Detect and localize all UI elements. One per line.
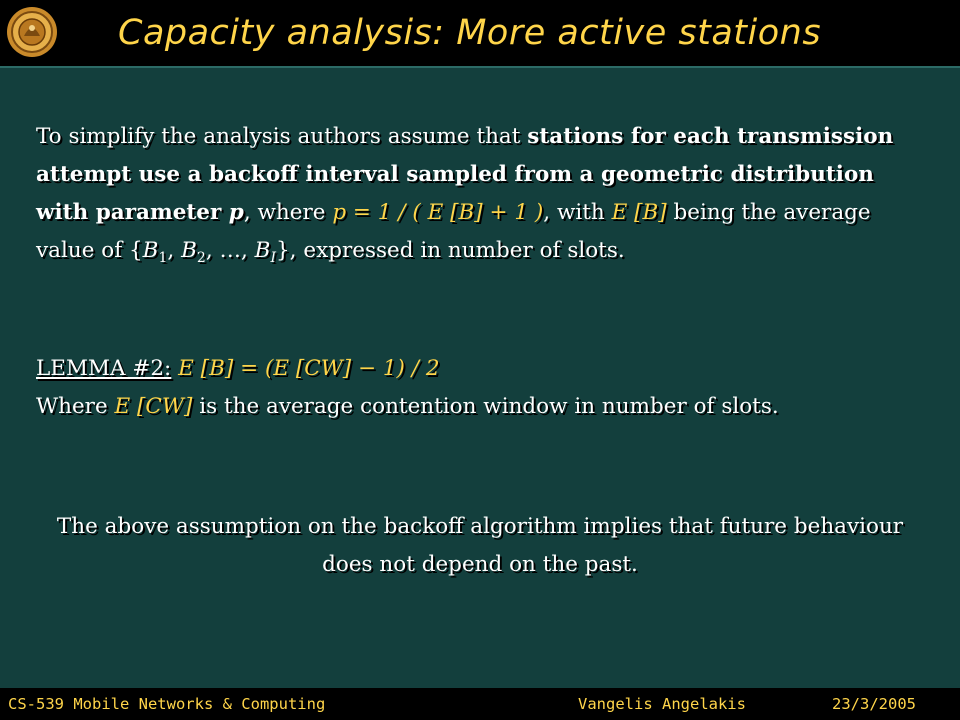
assumption-paragraph bbox=[36, 118, 916, 270]
text-segment: }, expressed in number of slots. bbox=[276, 238, 625, 263]
lemma-formula: E [B] = (E [CW] − 1) / 2 bbox=[178, 356, 440, 381]
subscript: 1 bbox=[158, 250, 168, 266]
lemma-line bbox=[36, 350, 916, 388]
text-segment: , bbox=[167, 238, 182, 263]
text-segment-bold: stations for each transmission attempt use a backoff interval sampled from a geometric distribution with parameter bbox=[36, 124, 894, 225]
var-b: B bbox=[181, 238, 197, 263]
conclusion-paragraph: The above assumption on the backoff algorithm implies that future behaviour does not depend on the past. bbox=[56, 514, 904, 577]
text-segment: , …, bbox=[205, 238, 255, 263]
footer-course: CS-539 Mobile Networks & Computing bbox=[8, 695, 326, 713]
footer-date: 23/3/2005 bbox=[832, 695, 916, 713]
formula-eb: E [B] bbox=[611, 200, 667, 225]
subscript: 2 bbox=[196, 250, 206, 266]
text-segment: To simplify the analysis authors assume that bbox=[36, 124, 528, 149]
text-segment: Where bbox=[36, 394, 115, 419]
text-segment: being the average value of { bbox=[36, 200, 871, 263]
subscript: I bbox=[270, 250, 276, 266]
text-segment: , where bbox=[243, 200, 333, 225]
text-segment: is the average contention window in number of slots. bbox=[192, 394, 779, 419]
title-bar bbox=[0, 0, 960, 68]
lemma-label: LEMMA #2: bbox=[36, 356, 172, 381]
formula-ecw: E [CW] bbox=[114, 394, 193, 419]
text-segment: , with bbox=[543, 200, 612, 225]
lemma-where-line bbox=[36, 388, 916, 426]
var-b: B bbox=[142, 238, 159, 263]
var-b: B bbox=[254, 238, 271, 263]
footer-bar bbox=[0, 688, 960, 720]
lemma-block bbox=[36, 350, 916, 426]
parameter-p: p bbox=[228, 200, 244, 225]
university-seal-icon bbox=[6, 6, 58, 58]
footer-author: Vangelis Angelakis bbox=[578, 695, 746, 713]
slide-title: Capacity analysis: More active stations bbox=[118, 13, 822, 53]
formula-p: p = 1 / ( E [B] + 1 ) bbox=[332, 200, 544, 225]
